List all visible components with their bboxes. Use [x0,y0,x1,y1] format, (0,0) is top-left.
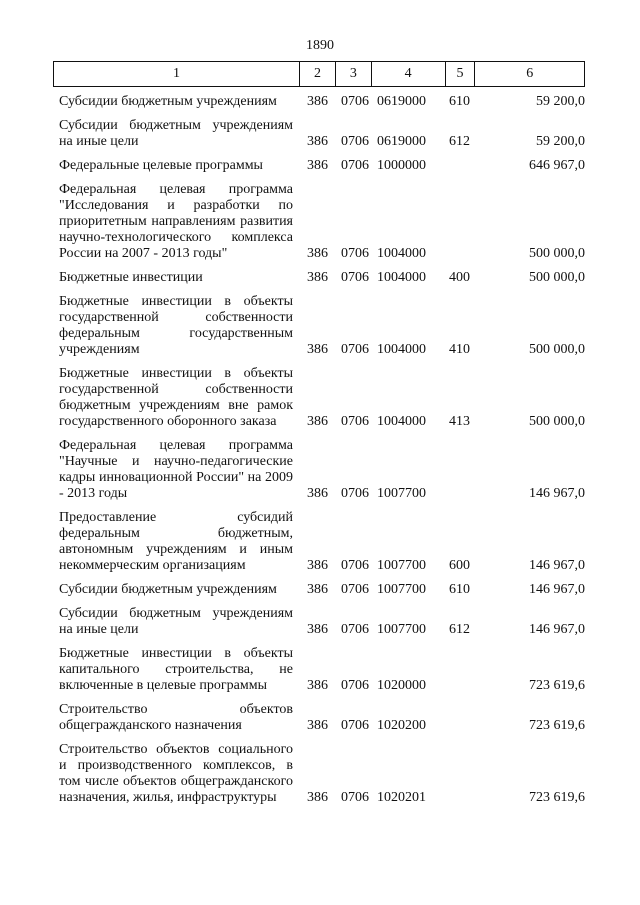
row-col-2: 386 [307,134,328,149]
row-name: Бюджетные инвестиции в объекты государственной собственности федеральным государственным учреждениям [59,294,293,357]
row-col-6: 500 000,0 [529,246,585,261]
row-col-6: 646 967,0 [529,158,585,173]
table-row [53,182,585,262]
row-col-4: 1004000 [377,414,426,429]
row-col-5: 410 [449,342,470,357]
row-col-4: 1004000 [377,342,426,357]
header-col-5: 5 [445,62,475,86]
row-col-2: 386 [307,342,328,357]
row-col-2: 386 [307,718,328,733]
table-row [53,438,585,502]
row-name: Бюджетные инвестиции [59,270,203,285]
header-col-3: 3 [335,62,371,86]
row-col-6: 59 200,0 [536,94,585,109]
row-name: Субсидии бюджетным учреждениям [59,94,277,109]
row-col-2: 386 [307,678,328,693]
row-col-2: 386 [307,622,328,637]
row-col-3: 0706 [341,270,369,285]
row-col-6: 146 967,0 [529,622,585,637]
row-col-3: 0706 [341,718,369,733]
row-col-3: 0706 [341,134,369,149]
row-col-6: 723 619,6 [529,718,585,733]
row-col-4: 1007700 [377,558,426,573]
row-col-4: 1020201 [377,790,426,805]
row-col-5: 612 [449,622,470,637]
header-col-4: 4 [371,62,445,86]
row-col-5: 610 [449,582,470,597]
row-col-5: 612 [449,134,470,149]
row-name: Бюджетные инвестиции в объекты капитального строительства, не включенные в целевые программы [59,646,293,693]
row-col-3: 0706 [341,414,369,429]
row-col-2: 386 [307,486,328,501]
row-name: Предоставление субсидий федеральным бюджетным, автономным учреждениям и иным некоммерческим организациям [59,510,293,573]
page-number: 1890 [306,38,334,53]
row-name: Федеральная целевая программа "Научные и научно-педагогические кадры инновационной России" на 2009 - 2013 годы [59,438,293,501]
table-row [53,366,585,430]
row-col-6: 146 967,0 [529,486,585,501]
row-col-2: 386 [307,270,328,285]
table-row [53,94,585,110]
table-row [53,646,585,694]
row-col-6: 146 967,0 [529,558,585,573]
row-col-2: 386 [307,94,328,109]
row-name: Субсидии бюджетным учреждениям на иные цели [59,118,293,149]
table-row [53,742,585,806]
row-col-5: 413 [449,414,470,429]
row-col-4: 1004000 [377,246,426,261]
row-col-3: 0706 [341,246,369,261]
row-col-3: 0706 [341,342,369,357]
row-col-3: 0706 [341,486,369,501]
row-col-4: 1004000 [377,270,426,285]
row-name: Бюджетные инвестиции в объекты государственной собственности бюджетным учреждениям вне рамок государственного оборонного заказа [59,366,293,429]
table-header [53,61,585,87]
table-row [53,294,585,358]
row-name: Строительство объектов общегражданского назначения [59,702,293,733]
table-row [53,606,585,638]
row-col-6: 500 000,0 [529,414,585,429]
row-col-5 [445,742,475,806]
row-col-2: 386 [307,246,328,261]
row-col-3: 0706 [341,622,369,637]
row-col-3: 0706 [341,678,369,693]
row-col-2: 386 [307,414,328,429]
table-body [53,94,585,814]
table-row [53,702,585,734]
row-col-6: 723 619,6 [529,678,585,693]
row-col-4: 1007700 [377,486,426,501]
row-col-4: 1020200 [377,718,426,733]
row-col-2: 386 [307,558,328,573]
row-col-5 [445,438,475,502]
row-col-6: 723 619,6 [529,790,585,805]
row-col-4: 0619000 [377,94,426,109]
row-col-5: 600 [449,558,470,573]
row-col-6: 500 000,0 [529,270,585,285]
row-col-5: 400 [449,270,470,285]
header-col-1: 1 [173,66,181,81]
row-col-6: 146 967,0 [529,582,585,597]
row-col-6: 59 200,0 [536,134,585,149]
table-row [53,510,585,574]
row-col-5 [445,182,475,262]
row-col-2: 386 [307,158,328,173]
row-name: Субсидии бюджетным учреждениям [59,582,277,597]
row-col-5: 610 [449,94,470,109]
row-col-3: 0706 [341,790,369,805]
row-col-5 [445,158,475,174]
row-col-4: 1007700 [377,582,426,597]
row-name: Федеральные целевые программы [59,158,263,173]
row-col-4: 1007700 [377,622,426,637]
row-col-3: 0706 [341,582,369,597]
table-row [53,158,585,174]
row-col-2: 386 [307,790,328,805]
row-col-5 [445,702,475,734]
row-col-3: 0706 [341,558,369,573]
row-name: Субсидии бюджетным учреждениям на иные цели [59,606,293,637]
header-col-2: 2 [299,62,335,86]
row-col-4: 1020000 [377,678,426,693]
table-row [53,118,585,150]
table-row [53,582,585,598]
row-col-3: 0706 [341,158,369,173]
row-name: Федеральная целевая программа "Исследования и разработки по приоритетным направлениям развития научно-технологического комплекса России на 2007 - 2013 годы" [59,182,293,261]
row-col-2: 386 [307,582,328,597]
table-row [53,270,585,286]
row-col-6: 500 000,0 [529,342,585,357]
row-col-4: 0619000 [377,134,426,149]
row-col-5 [445,646,475,694]
header-col-6: 6 [474,62,584,86]
row-col-3: 0706 [341,94,369,109]
row-col-4: 1000000 [377,158,426,173]
row-name: Строительство объектов социального и производственного комплексов, в том числе объектов общегражданского назначения, жилья, инфраструктуры [59,742,293,805]
